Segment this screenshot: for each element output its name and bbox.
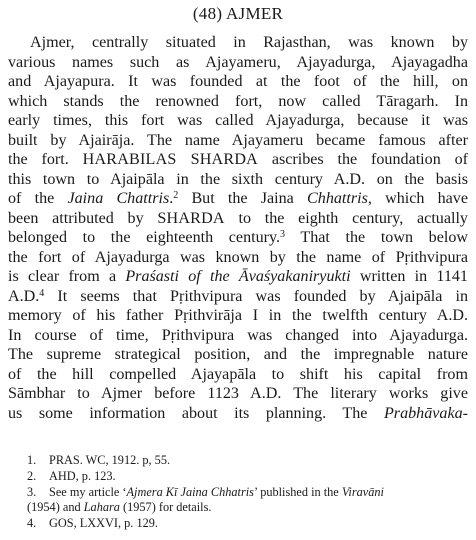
footnote-text: See my article ‘ [49,484,127,499]
footnote-text: PRAS. WC, 1912. p, 55. [49,453,171,467]
text-run: . [169,190,174,207]
text-line: which stands the renowned fort, now called Tāragarh. In [8,92,468,110]
text-line [8,150,468,170]
text-line: built by Ajairāja. The name Ajayameru became famous after [8,131,468,149]
text-run: belonged to the eighteenth century. [8,229,281,246]
title-italic: Lahara [83,500,120,515]
author-name: HARABILAS SHARDA [82,151,258,168]
text-line: Sāmbhar to Ajmer before 1123 A.D. The literary works give [8,385,468,402]
text-line: of the hill compelled Ajayapāla to shift his capital from [8,365,468,383]
text-line [8,209,468,229]
title-italic: Praśasti of the Āvaśyakaniryukti [125,268,351,285]
footnotes [27,453,467,532]
text-line: the fort of Ajayadurga was known by the name of Pṛithvipura [8,248,468,266]
text-line: this town to Ajaipāla in the sixth century A.D. on the basis [8,170,468,188]
footnote-4 [27,516,467,532]
footnote-text: GOS, LXXVI, p. 129. [49,516,158,531]
footnote-ref: 3 [280,229,286,240]
page-heading: (48) AJMER [192,4,284,23]
text-run: That the town below [285,229,468,246]
title-italic: Jaina Chattris [67,190,170,207]
text-run: But the Jaina [178,190,294,207]
title-italic: Chhattris [307,190,368,207]
text-line [8,228,468,248]
footnote-text: AHD, p. 123. [49,468,116,483]
text-line: In course of time, Pṛithvipura was changed into Ajayadurga. [8,326,468,344]
text-line: Ajmer, centrally situated in Rajasthan, was known by [30,34,468,51]
footnote-ref: 2 [173,190,179,201]
text-run: It seems that Pṛithvipura was founded by Ajaipāla in [44,287,468,305]
author-name: SHARDA [157,209,225,227]
text-line [8,189,468,209]
text-run: of the [8,190,55,207]
footnote-1 [27,453,467,469]
body-paragraph [8,33,468,423]
text-run: ascribes the foundation of [271,151,469,168]
title-italic: Ajmera Kī Jaina Chhatris [126,484,254,499]
text-run: been attributed by [8,209,144,227]
title-italic: Viravāni [341,484,384,499]
text-run: , which have [367,190,468,207]
text-run: us some information about its planning. The [8,404,368,422]
text-line [8,404,468,424]
text-line: and Ajayapura. It was founded at the foot of the hill, on [8,73,468,90]
text-line: early times, this fort was called Ajayadurga, because it was [8,112,468,129]
text-line: memory of his father Pṛithvirāja I in the twelfth century A.D. [8,307,468,324]
footnote-text: ’ published in the [253,484,339,499]
footnote-number: 4. [27,516,37,531]
text-run: written in 1141 [359,268,468,285]
footnote-3-continued [27,500,467,516]
text-run: the fort. [8,151,69,168]
footnote-text: (1954) and [27,500,81,515]
footnote-number: 2. [27,468,37,483]
text-line: The supreme strategical position, and the impregnable nature [8,346,468,363]
text-run: to the eighth century, actually [238,209,468,227]
text-line [8,267,468,287]
footnote-ref: 4 [39,287,45,299]
text-line [8,287,468,307]
text-run: is clear from a [8,268,117,285]
footnote-text: (1957) for details. [123,500,212,515]
title-italic: Prabhāvaka- [383,404,468,422]
footnote-2 [27,469,467,485]
footnote-number: 1. [27,453,37,467]
text-line: various names such as Ajayameru, Ajayadurga, Ajayagadha [8,53,468,71]
footnote-3 [27,485,467,501]
text-run: A.D. [8,287,40,305]
footnote-number: 3. [27,484,37,499]
